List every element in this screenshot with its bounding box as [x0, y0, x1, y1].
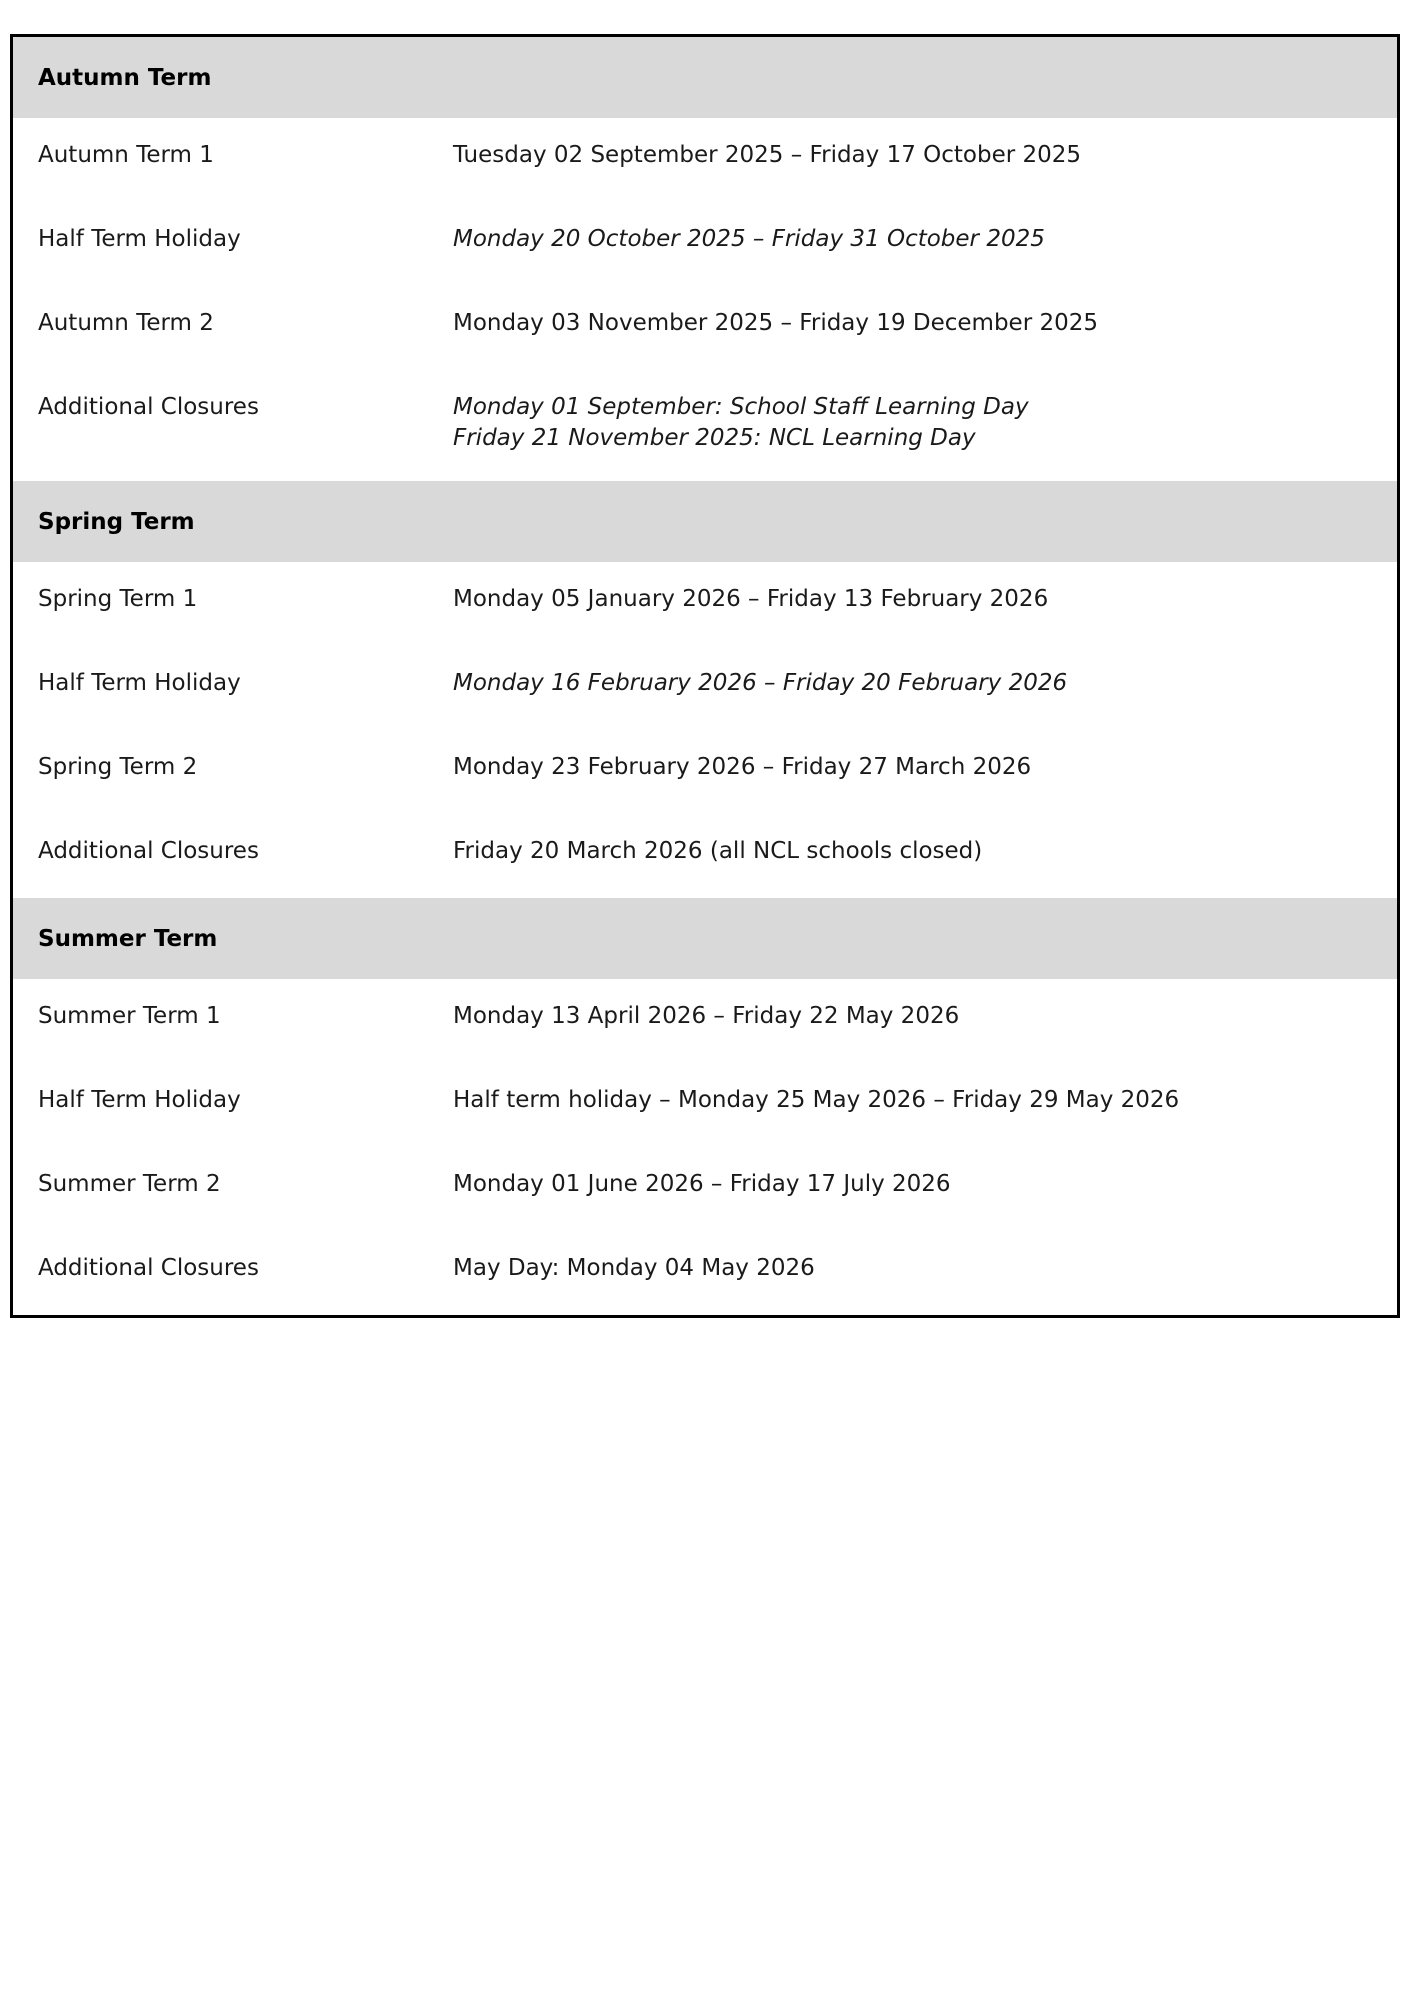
row-label: Autumn Term 2	[38, 310, 214, 336]
row-value	[453, 836, 1397, 867]
row-value-line: Friday 21 November 2025: NCL Learning Day	[453, 425, 976, 451]
row-value	[453, 1085, 1397, 1116]
row-label: Additional Closures	[38, 1255, 259, 1281]
row-value-line: Monday 01 September: School Staff Learning Day	[453, 394, 1029, 420]
row-value-line: Half term holiday – Monday 25 May 2026 – Friday 29 May 2026	[453, 1087, 1180, 1113]
row-value	[453, 668, 1397, 699]
row-value	[453, 1001, 1397, 1032]
table-row	[13, 562, 1397, 646]
row-label: Additional Closures	[38, 394, 259, 420]
table-row	[13, 1147, 1397, 1231]
section-title: Summer Term	[38, 925, 218, 952]
row-value-line: Monday 16 February 2026 – Friday 20 February 2026	[453, 670, 1068, 696]
row-value-line: Monday 13 April 2026 – Friday 22 May 2026	[453, 1003, 960, 1029]
table-row	[13, 118, 1397, 202]
table-row	[13, 1231, 1397, 1315]
row-value	[453, 308, 1397, 339]
section-title: Autumn Term	[38, 64, 212, 91]
table-row	[13, 646, 1397, 730]
section-header-spring	[13, 481, 1397, 562]
row-value	[453, 584, 1397, 615]
section-header-summer	[13, 898, 1397, 979]
row-label: Summer Term 1	[38, 1003, 221, 1029]
row-label: Autumn Term 1	[38, 142, 214, 168]
table-row	[13, 814, 1397, 898]
section-title: Spring Term	[38, 508, 195, 535]
row-label: Half Term Holiday	[38, 1087, 241, 1113]
row-value-line: Monday 23 February 2026 – Friday 27 March 2026	[453, 754, 1032, 780]
row-value	[453, 752, 1397, 783]
row-label: Half Term Holiday	[38, 226, 241, 252]
row-label: Spring Term 2	[38, 754, 198, 780]
row-value-line: Monday 20 October 2025 – Friday 31 October 2025	[453, 226, 1045, 252]
table-row	[13, 730, 1397, 814]
row-value-line: Tuesday 02 September 2025 – Friday 17 October 2025	[453, 142, 1082, 168]
row-value-line: May Day: Monday 04 May 2026	[453, 1255, 815, 1281]
table-row	[13, 1063, 1397, 1147]
row-value	[453, 1253, 1397, 1284]
table-row	[13, 286, 1397, 370]
row-value-line: Friday 20 March 2026 (all NCL schools closed)	[453, 838, 983, 864]
row-label: Spring Term 1	[38, 586, 198, 612]
term-dates-table	[10, 34, 1400, 1318]
row-value-line: Monday 05 January 2026 – Friday 13 February 2026	[453, 586, 1049, 612]
row-value	[453, 392, 1397, 454]
table-row	[13, 979, 1397, 1063]
row-value	[453, 1169, 1397, 1200]
section-header-autumn	[13, 37, 1397, 118]
table-row	[13, 202, 1397, 286]
row-value	[453, 140, 1397, 171]
table-row	[13, 370, 1397, 481]
row-value-line: Monday 03 November 2025 – Friday 19 December 2025	[453, 310, 1099, 336]
row-label: Summer Term 2	[38, 1171, 221, 1197]
row-label: Additional Closures	[38, 838, 259, 864]
row-label: Half Term Holiday	[38, 670, 241, 696]
row-value	[453, 224, 1397, 255]
row-value-line: Monday 01 June 2026 – Friday 17 July 2026	[453, 1171, 951, 1197]
